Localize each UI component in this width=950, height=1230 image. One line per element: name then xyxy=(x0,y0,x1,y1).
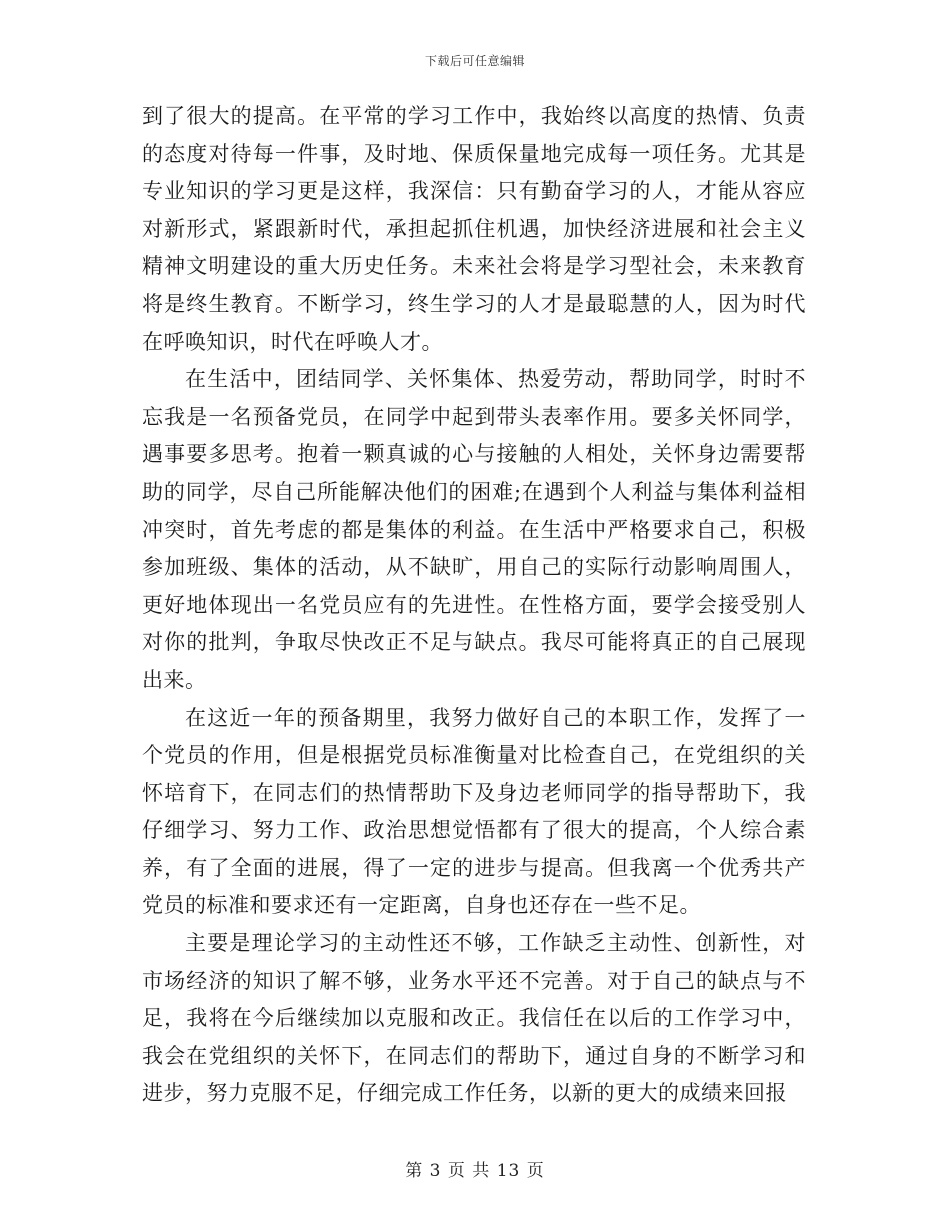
page-number-footer: 第 3 页 共 13 页 xyxy=(405,1161,545,1181)
paragraph-3: 在这近一年的预备期里，我努力做好自己的本职工作，发挥了一个党员的作用，但是根据党员标准衡量对比检查自己，在党组织的关怀培育下，在同志们的热情帮助下及身边老师同学的指导帮助下，我仔细学习、努力工作、政治思想觉悟都有了很大的提高，个人综合素养，有了全面的进展，得了一定的进步与提高。但我离一个优秀共产党员的标准和要求还有一定距离，自身也还存在一些不足。 xyxy=(142,705,806,918)
page-header: 下载后可任意编辑 xyxy=(424,54,525,68)
paragraph-2: 在生活中，团结同学、关怀集体、热爱劳动，帮助同学，时时不忘我是一名预备党员，在同学中起到带头表率作用。要多关怀同学，遇事要多思考。抱着一颗真诚的心与接触的人相处，关怀身边需要帮助的同学，尽自己所能解决他们的困难;在遇到个人利益与集体利益相冲突时，首先考虑的都是集体的利益。在生活中严格要求自己，积极参加班级、集体的活动，从不缺旷，用自己的实际行动影响周围人，更好地体现出一名党员应有的先进性。在性格方面，要学会接受别人对你的批判，争取尽快改正不足与缺点。我尽可能将真正的自己展现出来。 xyxy=(142,367,806,692)
document-body xyxy=(142,98,806,1113)
paragraph-4: 主要是理论学习的主动性还不够，工作缺乏主动性、创新性，对市场经济的知识了解不够，业务水平还不完善。对于自己的缺点与不足，我将在今后继续加以克服和改正。我信任在以后的工作学习中，我会在党组织的关怀下，在同志们的帮助下，通过自身的不断学习和进步，努力克服不足，仔细完成工作任务，以新的更大的成绩来回报 xyxy=(142,931,806,1106)
paragraph-1: 到了很大的提高。在平常的学习工作中，我始终以高度的热情、负责的态度对待每一件事，及时地、保质保量地完成每一项任务。尤其是专业知识的学习更是这样，我深信：只有勤奋学习的人，才能从容应对新形式，紧跟新时代，承担起抓住机遇，加快经济进展和社会主义精神文明建设的重大历史任务。未来社会将是学习型社会，未来教育将是终生教育。不断学习，终生学习的人才是最聪慧的人，因为时代在呼唤知识，时代在呼唤人才。 xyxy=(142,104,806,354)
